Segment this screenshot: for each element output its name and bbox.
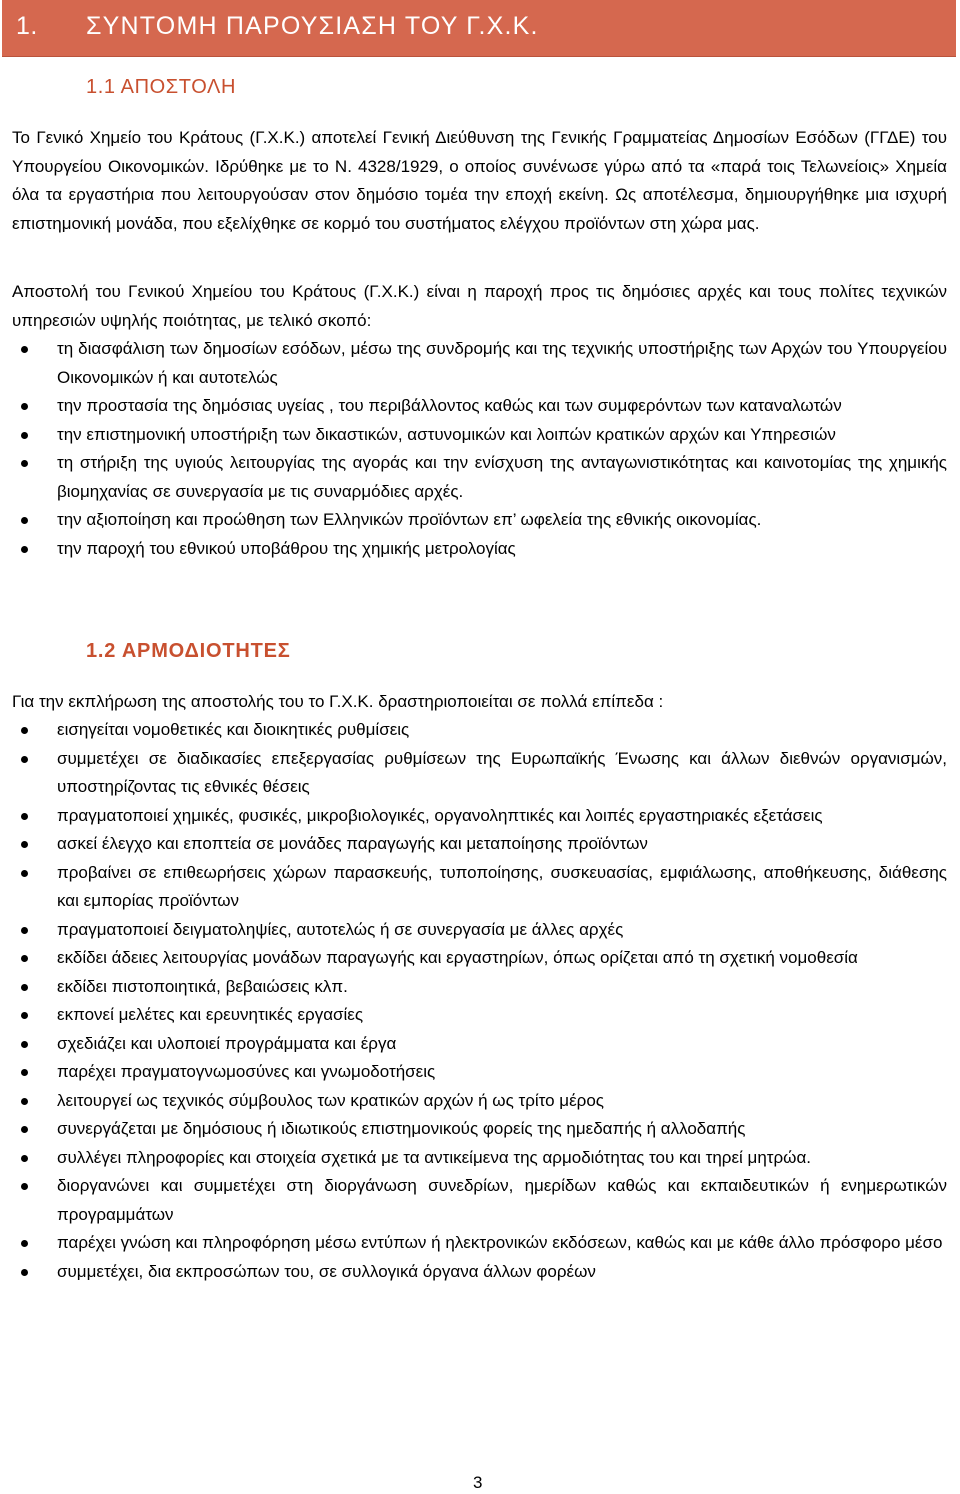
list-item-text: ασκεί έλεγχο και εποπτεία σε μονάδες παραγωγής και μεταποίησης προϊόντων: [57, 834, 648, 853]
list-item-text: διοργανώνει και συμμετέχει στη διοργάνωση συνεδρίων, ημερίδων καθώς και εκπαιδευτικών ή ενημερωτικών προγραμμάτων: [57, 1176, 947, 1224]
list-item: [0, 392, 947, 421]
list-item-text: εκδίδει άδειες λειτουργίας μονάδων παραγωγής και εργαστηρίων, όπως ορίζεται από τη σχετική νομοθεσία: [57, 948, 858, 967]
subsection-heading-responsibilities: 1.2 ΑΡΜΟΔΙΟΤΗΤΕΣ: [86, 640, 291, 662]
bullet-icon: [21, 1240, 28, 1247]
bullet-icon: [21, 346, 28, 353]
list-item-text: πραγματοποιεί δειγματοληψίες, αυτοτελώς ή σε συνεργασία με άλλες αρχές: [57, 919, 624, 939]
list-item: [0, 1229, 947, 1258]
bullet-icon: [21, 546, 28, 553]
list-item: [0, 335, 947, 392]
list-item: [0, 1115, 947, 1144]
list-item: [0, 1144, 947, 1173]
section-number: 1.: [16, 12, 38, 40]
list-item: [0, 973, 947, 1002]
list-item-text: την αξιοποίηση και προώθηση των Ελληνικών προϊόντων επ’ ωφελεία της εθνικής οικονομίας.: [57, 510, 762, 529]
bullet-icon: [21, 955, 28, 962]
bullet-icon: [21, 460, 28, 467]
responsibilities-bullet-list: [0, 716, 960, 1286]
list-item: [0, 716, 947, 745]
mission-bullet-list: [0, 335, 960, 563]
bullet-icon: [21, 813, 28, 820]
bullet-icon: [21, 870, 28, 877]
bullet-icon: [21, 1098, 28, 1105]
list-item: [0, 802, 947, 831]
list-item-text: την επιστημονική υποστήριξη των δικαστικών, αστυνομικών και λοιπών κρατικών αρχών και Υπηρεσιών: [57, 424, 836, 444]
bullet-icon: [21, 1269, 28, 1276]
list-item: [0, 859, 947, 916]
list-item: [0, 535, 947, 564]
bullet-icon: [21, 1155, 28, 1162]
bullet-icon: [21, 517, 28, 524]
bullet-icon: [21, 841, 28, 848]
list-item: [0, 1001, 947, 1030]
list-item-text: παρέχει πραγματογνωμοσύνες και γνωμοδοτήσεις: [57, 1062, 436, 1081]
list-item-text: σχεδιάζει και υλοποιεί προγράμματα και έργα: [57, 1033, 397, 1053]
list-item-text: παρέχει γνώση και πληροφόρηση μέσω εντύπων ή ηλεκτρονικών εκδόσεων, καθώς και με κάθε άλλο πρόσφορο μέσο: [57, 1233, 943, 1252]
list-item: [0, 1030, 947, 1059]
list-item-text: εκπονεί μελέτες και ερευνητικές εργασίες: [57, 1005, 364, 1024]
bullet-icon: [21, 1041, 28, 1048]
list-item-text: τη διασφάλιση των δημοσίων εσόδων, μέσω της συνδρομής και της τεχνικής υποστήριξης των Αρχών του Υπουργείου Οικονομικών ή και αυτοτελώς: [57, 339, 947, 387]
section-header-bar: [2, 0, 956, 57]
list-item: [0, 745, 947, 802]
list-item-text: την προστασία της δημόσιας υγείας , του περιβάλλοντος καθώς και των συμφερόντων των καταναλωτών: [57, 396, 842, 415]
list-item: [0, 1172, 947, 1229]
bullet-icon: [21, 1069, 28, 1076]
list-item: [0, 944, 947, 973]
subsection-heading-mission: 1.1 ΑΠΟΣΤΟΛΗ: [86, 76, 237, 98]
mission-paragraph-purpose: Αποστολή του Γενικού Χημείου του Κράτους (Γ.Χ.Κ.) είναι η παροχή προς τις δημόσιες αρχές και τους πολίτες τεχνικών υπηρεσιών υψηλής ποιότητας, με τελικό σκοπό:: [12, 282, 947, 330]
responsibilities-intro: Για την εκπλήρωση της αποστολής του το Γ.Χ.Κ. δραστηριοποιείται σε πολλά επίπεδα :: [12, 692, 664, 711]
list-item: [0, 421, 947, 450]
page-number: 3: [473, 1473, 483, 1492]
list-item-text: εισηγείται νομοθετικές και διοικητικές ρυθμίσεις: [57, 720, 410, 739]
bullet-icon: [21, 1126, 28, 1133]
list-item-text: τη στήριξη της υγιούς λειτουργίας της αγοράς και την ενίσχυση της ανταγωνιστικότητας και καινοτομίας της χημικής βιομηχανίας σε συνεργασία με τις συναρμόδιες αρχές.: [57, 453, 947, 501]
list-item-text: συμμετέχει, δια εκπροσώπων του, σε συλλογικά όργανα άλλων φορέων: [57, 1261, 596, 1281]
bullet-icon: [21, 927, 28, 934]
list-item-text: την παροχή του εθνικού υποβάθρου της χημικής μετρολογίας: [57, 538, 516, 558]
bullet-icon: [21, 403, 28, 410]
list-item-text: συλλέγει πληροφορίες και στοιχεία σχετικά με τα αντικείμενα της αρμοδιότητας του και τηρεί μητρώα.: [57, 1147, 812, 1167]
list-item: [0, 506, 947, 535]
bullet-icon: [21, 756, 28, 763]
list-item: [0, 1058, 947, 1087]
list-item: [0, 449, 947, 506]
list-item-text: προβαίνει σε επιθεωρήσεις χώρων παρασκευής, τυποποίησης, συσκευασίας, εμφιάλωσης, αποθήκευσης, διάθεσης και εμπορίας προϊόντων: [57, 862, 947, 910]
bullet-icon: [21, 1183, 28, 1190]
list-item-text: εκδίδει πιστοποιητικά, βεβαιώσεις κλπ.: [57, 976, 348, 996]
list-item: [0, 1087, 947, 1116]
list-item-text: λειτουργεί ως τεχνικός σύμβουλος των κρατικών αρχών ή ως τρίτο μέρος: [57, 1090, 604, 1110]
list-item-text: συνεργάζεται με δημόσιους ή ιδιωτικούς επιστημονικούς φορείς της ημεδαπής ή αλλοδαπής: [57, 1119, 746, 1138]
list-item: [0, 916, 947, 945]
list-item: [0, 1258, 947, 1287]
mission-paragraph-intro: Το Γενικό Χημείο του Κράτους (Γ.Χ.Κ.) αποτελεί Γενική Διεύθυνση της Γενικής Γραμματείας Δημοσίων Εσόδων (ΓΓΔΕ) του Υπουργείου Οικονομικών. Ιδρύθηκε με το Ν. 4328/1929, ο οποίος συνένωσε γύρω από τα «παρά τοις Τελωνείοις» Χημεία όλα τα εργαστήρια που λειτουργούσαν στον δημόσιο τομέα την εποχή εκείνη. Ως αποτέλεσμα, δημιουργήθηκε μια ισχυρή επιστημονική μονάδα, που εξελίχθηκε σε κορμό του συστήματος ελέγχου προϊόντων στη χώρα μας.: [12, 128, 947, 233]
bullet-icon: [21, 727, 28, 734]
list-item-text: συμμετέχει σε διαδικασίες επεξεργασίας ρυθμίσεων της Ευρωπαϊκής Ένωσης και άλλων διεθνών οργανισμών, υποστηρίζοντας τις εθνικές θέσεις: [57, 748, 947, 796]
bullet-icon: [21, 984, 28, 991]
bullet-icon: [21, 432, 28, 439]
list-item-text: πραγματοποιεί χημικές, φυσικές, μικροβιολογικές, οργανοληπτικές και λοιπές εργαστηριακές εξετάσεις: [57, 805, 823, 825]
list-item: [0, 830, 947, 859]
section-title: ΣΥΝΤΟΜΗ ΠΑΡΟΥΣΙΑΣΗ ΤΟΥ Γ.Χ.Κ.: [86, 12, 539, 40]
bullet-icon: [21, 1012, 28, 1019]
